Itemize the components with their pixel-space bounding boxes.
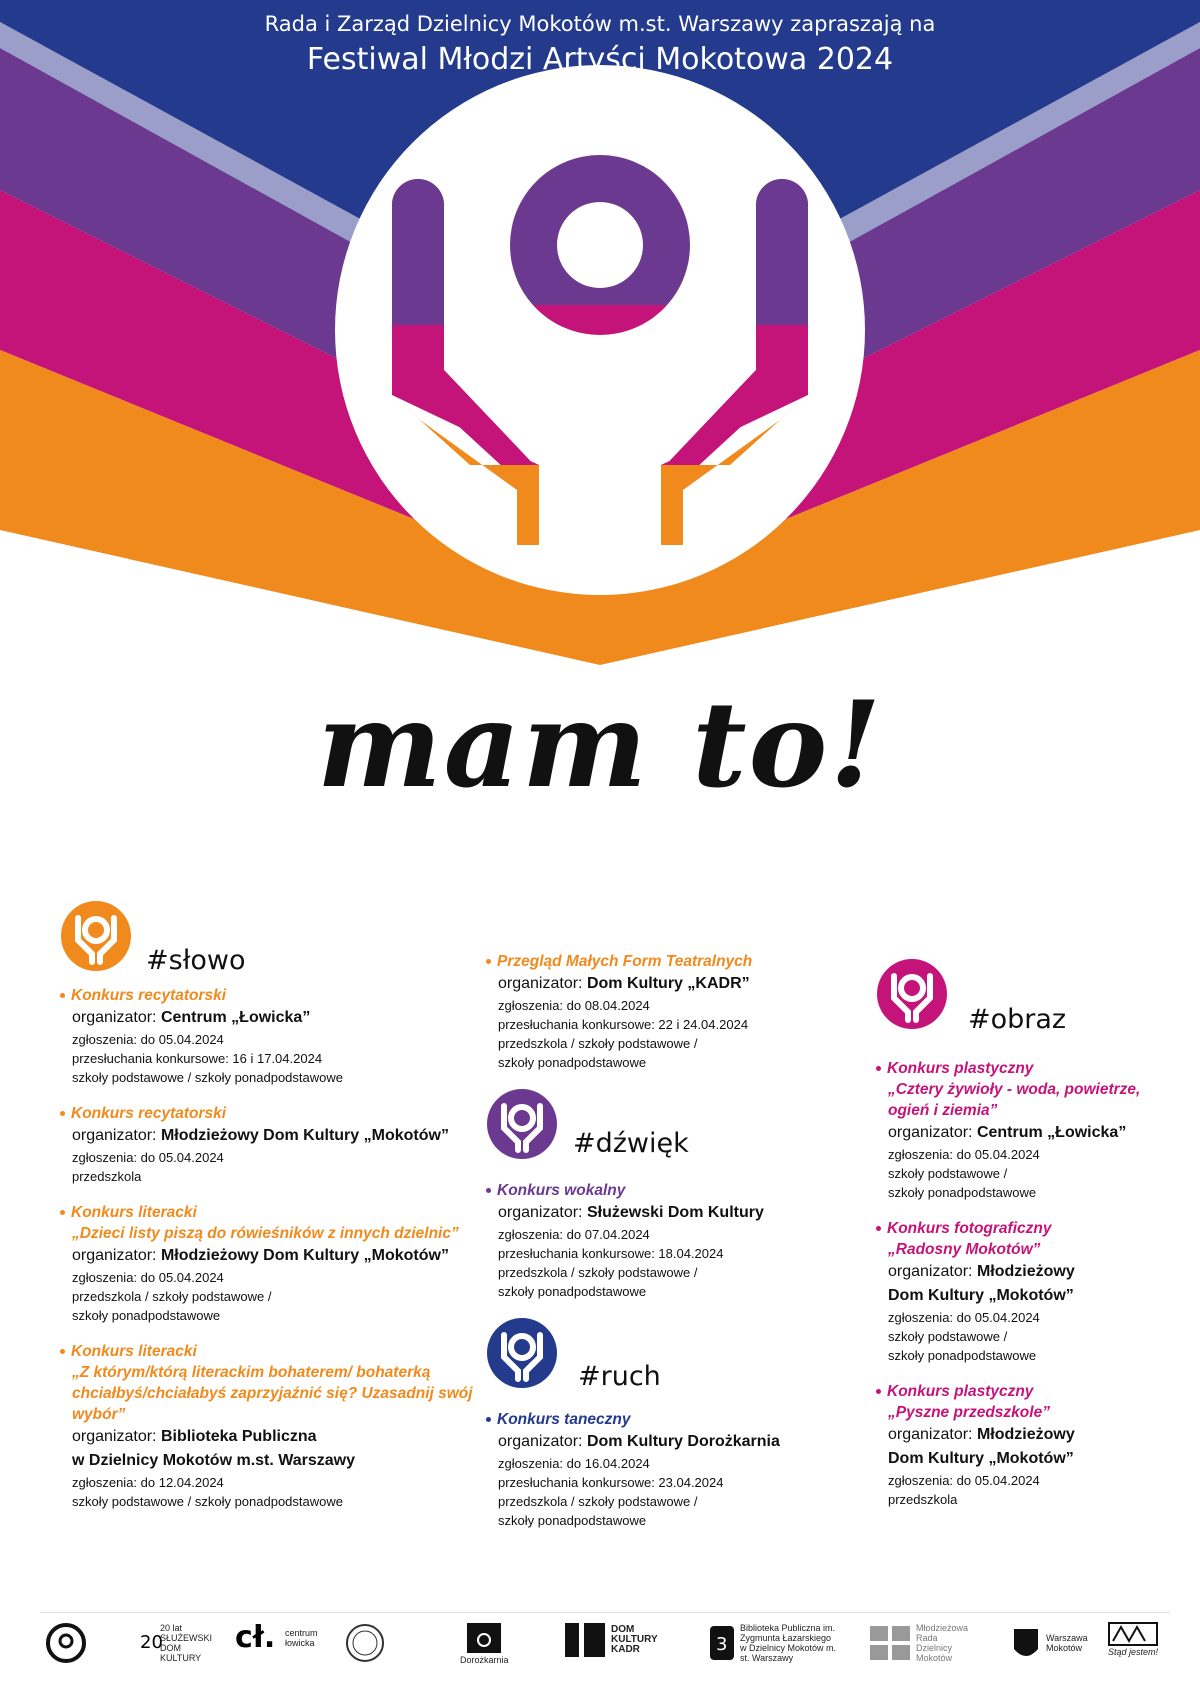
organizer-name: Dom Kultury „KADR”: [586, 975, 750, 992]
detail-line: szkoły ponadpodstawowe: [498, 1513, 647, 1528]
competition-item: [60, 985, 480, 1087]
organizer-label: organizator:: [72, 1127, 157, 1144]
detail-line: przesłuchania konkursowe: 18.04.2024: [498, 1246, 724, 1261]
biblioteka-logo-icon: [710, 1626, 734, 1660]
detail-line: przedszkola / szkoły podstawowe /: [498, 1265, 698, 1280]
dorozkarnia-logo-icon: [467, 1623, 501, 1653]
footer-logo-6: [710, 1623, 840, 1663]
detail-line: zgłoszenia: do 05.04.2024: [72, 1270, 224, 1285]
list-ruch: [486, 1409, 806, 1530]
hero-graphic: [0, 0, 1200, 660]
detail-line: szkoły ponadpodstawowe: [72, 1308, 221, 1323]
footer-logo-9: [1108, 1623, 1158, 1657]
bullet-icon: [60, 993, 65, 998]
competition-item: [60, 1103, 480, 1186]
detail-line: przesłuchania konkursowe: 22 i 24.04.2024: [498, 1017, 749, 1032]
detail-line: przedszkola: [888, 1492, 958, 1507]
competition-title-text: Konkurs fotograficzny: [887, 1220, 1052, 1237]
detail-line: przesłuchania konkursowe: 16 i 17.04.2024: [72, 1051, 323, 1066]
tag-ruch: #ruch: [578, 1361, 661, 1392]
bullet-icon: [876, 1066, 881, 1071]
competition-title-text: Konkurs plastyczny: [887, 1383, 1034, 1400]
bullet-icon: [486, 1188, 491, 1193]
detail-line: przedszkola / szkoły podstawowe /: [498, 1494, 698, 1509]
list-obraz: [876, 1058, 1176, 1509]
detail-line: szkoły podstawowe / szkoły ponadpodstawowe: [72, 1070, 343, 1085]
organizer-label: organizator:: [888, 1426, 973, 1443]
section-head-dzwiek: [486, 1088, 806, 1180]
mrdm-logo-icon: [870, 1626, 910, 1660]
dzwiek-icon: [486, 1088, 558, 1160]
header: [0, 12, 1200, 77]
competition-title: [60, 1103, 480, 1124]
centrum-lowicka-logo-icon: [235, 1620, 279, 1655]
detail-line: szkoły podstawowe /: [888, 1166, 1008, 1181]
bullet-icon: [486, 1417, 491, 1422]
detail-line: zgłoszenia: do 07.04.2024: [498, 1227, 650, 1242]
organizer-name: Młodzieżowy Dom Kultury „Mokotów”: [160, 1247, 449, 1264]
detail-line: zgłoszenia: do 08.04.2024: [498, 998, 650, 1013]
competition-title: [60, 1341, 480, 1362]
footer-logo-4: [460, 1623, 509, 1665]
organizer-line: [876, 1260, 1176, 1284]
footer-logo-1: [140, 1623, 213, 1663]
competition-item: [60, 1341, 480, 1511]
competition-title-text: Konkurs recytatorski: [71, 1105, 227, 1122]
competition-title: [486, 1409, 806, 1430]
footer-logo-2: [235, 1620, 325, 1655]
footer-logo-8: [1012, 1623, 1086, 1663]
svg-text:cł.: cł.: [235, 1620, 276, 1655]
competition-subtitle: „Radosny Mokotów”: [888, 1241, 1041, 1258]
bullet-icon: [486, 959, 491, 964]
header-subtitle: Rada i Zarząd Dzielnicy Mokotów m.st. Warszawy zapraszają na: [264, 12, 936, 36]
competition-title: [486, 951, 806, 972]
footer-logo-text: DOM KULTURY KADR: [611, 1624, 658, 1655]
organizer-label: organizator:: [72, 1009, 157, 1026]
mdk-seal-icon: [345, 1623, 385, 1663]
competition-subtitle: „Z którym/którą literackim bohaterem/ bohaterką chciałbyś/chciałabyś zaprzyjaźnić się? Uzasadnij swój wybór”: [72, 1364, 473, 1423]
footer-logos: [40, 1612, 1170, 1683]
warszawa-mokotow-logo-icon: [1012, 1623, 1040, 1663]
footer-logo-3: [345, 1623, 385, 1663]
detail-line: zgłoszenia: do 05.04.2024: [888, 1473, 1040, 1488]
column-middle: [486, 951, 806, 1546]
organizer-label: organizator:: [888, 1124, 973, 1141]
detail-line: szkoły podstawowe /: [888, 1329, 1008, 1344]
organizer-name-cont: Dom Kultury „Mokotów”: [888, 1450, 1074, 1467]
detail-line: zgłoszenia: do 16.04.2024: [498, 1456, 650, 1471]
detail-line: zgłoszenia: do 05.04.2024: [888, 1310, 1040, 1325]
organizer-line: [876, 1121, 1176, 1145]
organizer-label: organizator:: [888, 1263, 973, 1280]
organizer-name: Dom Kultury Dorożkarnia: [586, 1433, 780, 1450]
organizer-name: Centrum „Łowicka”: [976, 1124, 1127, 1141]
organizer-name-cont: Dom Kultury „Mokotów”: [888, 1287, 1074, 1304]
competition-item: [876, 1058, 1176, 1202]
organizer-label: organizator:: [498, 975, 583, 992]
footer-logo-text: Dorożkarnia: [460, 1655, 509, 1665]
footer-logo-text: centrum łowicka: [285, 1628, 318, 1648]
competition-item: [486, 1180, 806, 1301]
detail-line: szkoły ponadpodstawowe: [888, 1348, 1037, 1363]
organizer-line: [60, 1124, 480, 1148]
detail-line: zgłoszenia: do 05.04.2024: [888, 1147, 1040, 1162]
tag-slowo: #słowo: [146, 945, 246, 976]
footer-logo-text: Młodzieżowa Rada Dzielnicy Mokotów: [916, 1623, 969, 1663]
detail-line: przedszkola / szkoły podstawowe /: [72, 1289, 272, 1304]
footer-logo-5: [565, 1623, 661, 1657]
slowo-icon: [60, 900, 132, 972]
organizer-line: [60, 1006, 480, 1030]
organizer-line: [876, 1423, 1176, 1447]
detail-line: szkoły ponadpodstawowe: [498, 1055, 647, 1070]
competition-subtitle: „Pyszne przedszkole”: [888, 1404, 1050, 1421]
section-head-ruch: [486, 1317, 806, 1409]
competition-title-text: Konkurs wokalny: [497, 1182, 626, 1199]
moje-miejsce-logo-icon: [1109, 1623, 1157, 1645]
organizer-name: Młodzieżowy Dom Kultury „Mokotów”: [160, 1127, 449, 1144]
section-head-slowo: [60, 900, 480, 985]
bullet-icon: [876, 1389, 881, 1394]
competition-item: [486, 1409, 806, 1530]
detail-line: zgłoszenia: do 05.04.2024: [72, 1150, 224, 1165]
bullet-icon: [60, 1111, 65, 1116]
list-dzwiek: [486, 1180, 806, 1301]
competition-item: [876, 1218, 1176, 1365]
competition-item: [486, 951, 806, 1072]
svg-text:3: 3: [716, 1634, 728, 1655]
competition-subtitle: „Dzieci listy piszą do rówieśników z innych dzielnic”: [72, 1225, 459, 1242]
list-teatr: [486, 951, 806, 1072]
competition-title-text: Konkurs literacki: [71, 1343, 197, 1360]
competition-title-text: Konkurs plastyczny: [887, 1060, 1034, 1077]
detail-line: przedszkola / szkoły podstawowe /: [498, 1036, 698, 1051]
kadr-logo-icon: [565, 1623, 605, 1657]
organizer-name: Centrum „Łowicka”: [160, 1009, 311, 1026]
svg-text:20: 20: [140, 1632, 163, 1653]
bullet-icon: [60, 1210, 65, 1215]
competition-title: [876, 1381, 1176, 1402]
competition-subtitle: „Cztery żywioły - woda, powietrze, ogień i ziemia”: [888, 1081, 1141, 1119]
footer-logo-text: Stąd jestem!: [1108, 1647, 1159, 1657]
detail-line: szkoły podstawowe / szkoły ponadpodstawowe: [72, 1494, 343, 1509]
organizer-name: Młodzieżowy: [976, 1426, 1075, 1443]
organizer-label: organizator:: [498, 1204, 583, 1221]
organizer-line: [486, 972, 806, 996]
detail-line: przesłuchania konkursowe: 23.04.2024: [498, 1475, 724, 1490]
footer-logo-7: [870, 1623, 969, 1663]
competition-title-text: Konkurs recytatorski: [71, 987, 227, 1004]
sdk-logo-icon: [140, 1628, 163, 1658]
footer-logo-text: Warszawa Mokotów: [1046, 1633, 1088, 1653]
competition-title: [876, 1218, 1176, 1239]
organizer-line: [60, 1425, 480, 1449]
organizer-label: organizator:: [498, 1433, 583, 1450]
section-head-obraz: [876, 958, 1176, 1058]
festival-title: Festiwal Młodzi Artyści Mokotowa 2024: [306, 42, 894, 77]
competition-title: [486, 1180, 806, 1201]
bullet-icon: [876, 1226, 881, 1231]
detail-line: szkoły ponadpodstawowe: [498, 1284, 647, 1299]
tag-obraz: #obraz: [968, 1004, 1067, 1035]
footer-logo-text: Biblioteka Publiczna im. Zygmunta Łazarskiego w Dzielnicy Mokotów m. st. Warszawy: [740, 1623, 837, 1663]
organizer-line: [486, 1201, 806, 1225]
competition-item: [60, 1202, 480, 1325]
competition-item: [876, 1381, 1176, 1509]
slogan: mam to!: [316, 675, 884, 814]
competition-title: [60, 985, 480, 1006]
footer-logo-0: [46, 1623, 86, 1663]
mam-to-logo-icon: [46, 1623, 86, 1663]
list-slowo: [60, 985, 480, 1511]
organizer-line: [486, 1430, 806, 1454]
organizer-name: Biblioteka Publiczna: [160, 1428, 317, 1445]
detail-line: przedszkola: [72, 1169, 142, 1184]
ruch-icon: [486, 1317, 558, 1389]
column-slowo: [60, 900, 480, 1527]
obraz-icon: [876, 958, 948, 1030]
competition-title-text: Konkurs taneczny: [497, 1411, 631, 1428]
competition-title: [60, 1202, 480, 1223]
detail-line: szkoły ponadpodstawowe: [888, 1185, 1037, 1200]
tag-dzwiek: #dźwięk: [573, 1128, 689, 1159]
organizer-label: organizator:: [72, 1247, 157, 1264]
bullet-icon: [60, 1349, 65, 1354]
column-obraz: [876, 958, 1176, 1525]
organizer-name-cont: w Dzielnicy Mokotów m.st. Warszawy: [72, 1452, 356, 1469]
detail-line: zgłoszenia: do 12.04.2024: [72, 1475, 224, 1490]
detail-line: zgłoszenia: do 05.04.2024: [72, 1032, 224, 1047]
organizer-name: Służewski Dom Kultury: [586, 1204, 764, 1221]
competition-title: [876, 1058, 1176, 1079]
organizer-name: Młodzieżowy: [976, 1263, 1075, 1280]
competition-title-text: Przegląd Małych Form Teatralnych: [497, 953, 753, 970]
organizer-line: [60, 1244, 480, 1268]
footer-logo-text: 20 lat SŁUŻEWSKI DOM KULTURY: [160, 1623, 213, 1663]
organizer-label: organizator:: [72, 1428, 157, 1445]
competition-title-text: Konkurs literacki: [71, 1204, 197, 1221]
